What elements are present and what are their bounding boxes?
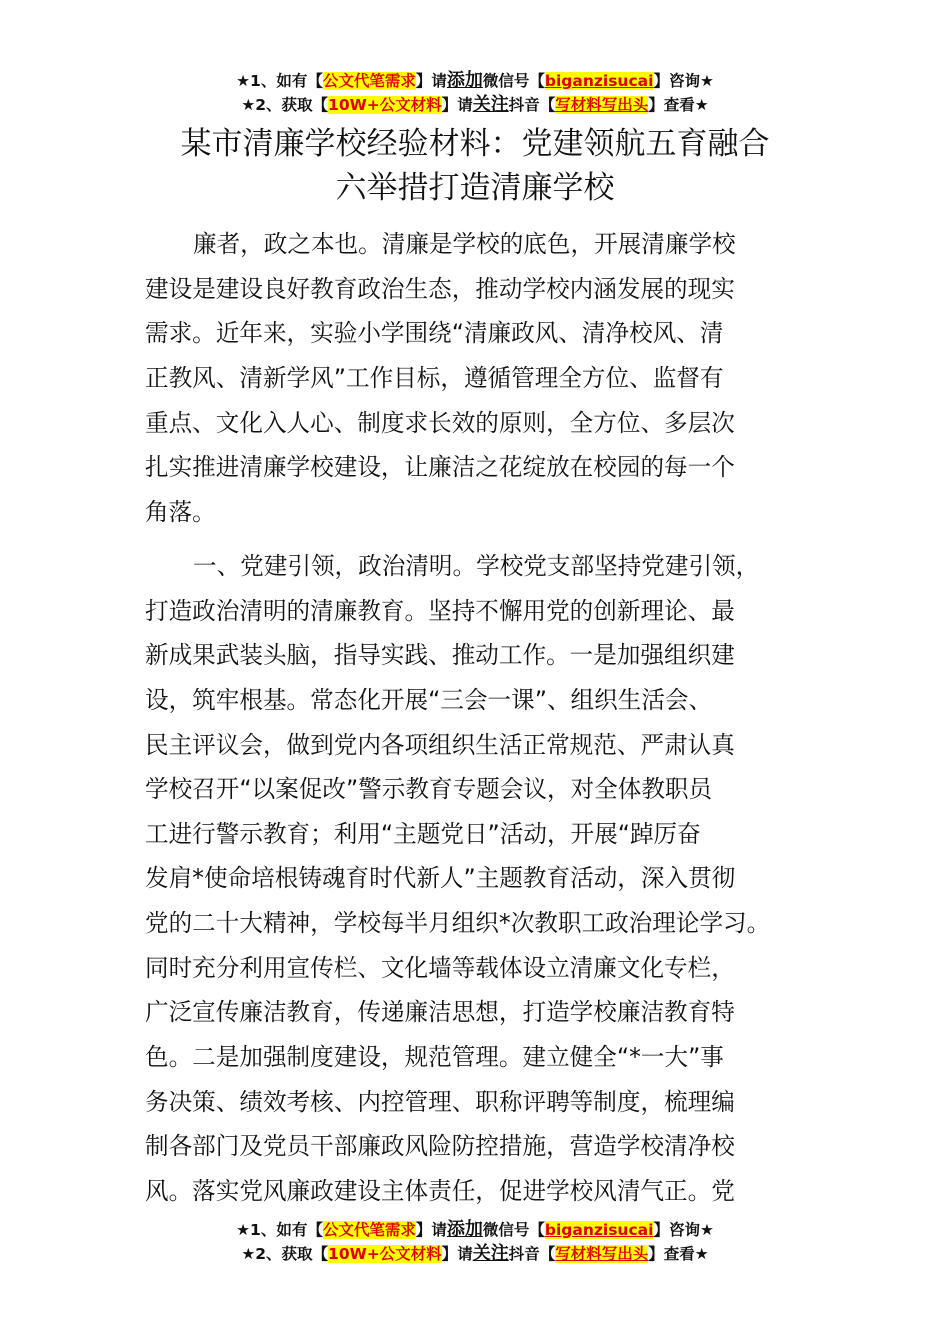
promo-post: 】查看★ xyxy=(648,1245,709,1263)
promo-mid2: 微信号【 xyxy=(482,72,545,90)
promo-hl2: 写材料写出头 xyxy=(555,96,649,114)
promo-hl1: 公文代笔需求 xyxy=(322,1221,416,1239)
text-line: 发肩*使命培根铸魂育时代新人”主题教育活动，深入贯彻 xyxy=(145,864,736,893)
paragraph-2 xyxy=(145,544,825,1214)
promo-u1: 添加 xyxy=(446,70,483,91)
promo-pre: ★1、如有【 xyxy=(236,1221,323,1239)
promo-mid2: 抖音【 xyxy=(508,96,556,114)
paragraph-1 xyxy=(145,222,825,534)
promo-mid1: 】请 xyxy=(441,1245,473,1263)
promo-hl1: 公文代笔需求 xyxy=(322,72,416,90)
promo-u1: 添加 xyxy=(446,1219,483,1240)
text-line: 扎实推进清廉学校建设，让廉洁之花绽放在校园的每一个 xyxy=(145,453,735,482)
footer-promo-banner xyxy=(0,1218,950,1266)
promo-u1: 关注 xyxy=(472,1243,509,1264)
text-line: 风。落实党风廉政建设主体责任，促进学校风清气正。党 xyxy=(145,1176,735,1205)
text-line: 同时充分利用宣传栏、文化墙等载体设立清廉文化专栏， xyxy=(145,953,735,982)
title-line-2: 六举措打造清廉学校 xyxy=(335,170,615,206)
text-line: 设，筑牢根基。常态化开展“三会一课”、组织生活会、 xyxy=(145,685,713,714)
promo-line xyxy=(0,1242,950,1266)
text-line: 正教风、清新学风”工作目标，遵循管理全方位、监督有 xyxy=(145,363,724,392)
promo-mid1: 】请 xyxy=(415,72,447,90)
text-line: 角落。 xyxy=(145,497,216,526)
document-title xyxy=(0,122,950,210)
promo-u1: 关注 xyxy=(472,94,509,115)
text-line: 重点、文化入人心、制度求长效的原则，全方位、多层次 xyxy=(145,408,735,437)
text-line: 党的二十大精神，学校每半月组织*次教职工政治理论学习。 xyxy=(145,909,771,938)
promo-hl1: 10W+公文材料 xyxy=(328,1245,442,1263)
promo-hl2: biganzisucai xyxy=(544,1221,654,1239)
text-line: 工进行警示教育；利用“主题党日”活动，开展“踔厉奋 xyxy=(145,819,701,848)
text-line: 廉者，政之本也。清廉是学校的底色，开展清廉学校 xyxy=(193,230,736,258)
promo-hl2: 写材料写出头 xyxy=(555,1245,649,1263)
header-promo-banner xyxy=(0,69,950,117)
promo-line xyxy=(0,1218,950,1242)
text-line: 民主评议会，做到党内各项组织生活正常规范、严肃认真 xyxy=(145,730,735,759)
promo-mid2: 微信号【 xyxy=(482,1221,545,1239)
text-line: 务决策、绩效考核、内控管理、职称评聘等制度，梳理编 xyxy=(145,1087,735,1116)
promo-post: 】咨询★ xyxy=(653,72,714,90)
promo-post: 】咨询★ xyxy=(653,1221,714,1239)
promo-line xyxy=(0,69,950,93)
text-line: 建设是建设良好教育政治生态，推动学校内涵发展的现实 xyxy=(145,274,735,303)
text-line: 一、党建引领，政治清明。学校党支部坚持党建引领， xyxy=(193,552,760,580)
promo-pre: ★2、获取【 xyxy=(241,1245,329,1263)
promo-pre: ★1、如有【 xyxy=(236,72,323,90)
promo-post: 】查看★ xyxy=(648,96,709,114)
title-line-1: 某市清廉学校经验材料：党建领航五育融合 xyxy=(180,126,770,162)
text-line: 广泛宣传廉洁教育，传递廉洁思想，打造学校廉洁教育特 xyxy=(145,998,735,1027)
text-line: 色。二是加强制度建设，规范管理。建立健全“*一大”事 xyxy=(145,1043,724,1072)
promo-mid1: 】请 xyxy=(415,1221,447,1239)
promo-mid1: 】请 xyxy=(441,96,473,114)
promo-line xyxy=(0,93,950,117)
promo-mid2: 抖音【 xyxy=(508,1245,556,1263)
promo-hl1: 10W+公文材料 xyxy=(328,96,442,114)
text-line: 需求。近年来，实验小学围绕“清廉政风、清净校风、清 xyxy=(145,319,724,348)
text-line: 新成果武装头脑，指导实践、推动工作。一是加强组织建 xyxy=(145,641,735,670)
text-line: 学校召开“以案促改”警示教育专题会议，对全体教职员 xyxy=(145,775,713,804)
text-line: 制各部门及党员干部廉政风险防控措施，营造学校清净校 xyxy=(145,1132,735,1161)
text-line: 打造政治清明的清廉教育。坚持不懈用党的创新理论、最 xyxy=(145,596,735,625)
promo-hl2: biganzisucai xyxy=(544,72,654,90)
promo-pre: ★2、获取【 xyxy=(241,96,329,114)
